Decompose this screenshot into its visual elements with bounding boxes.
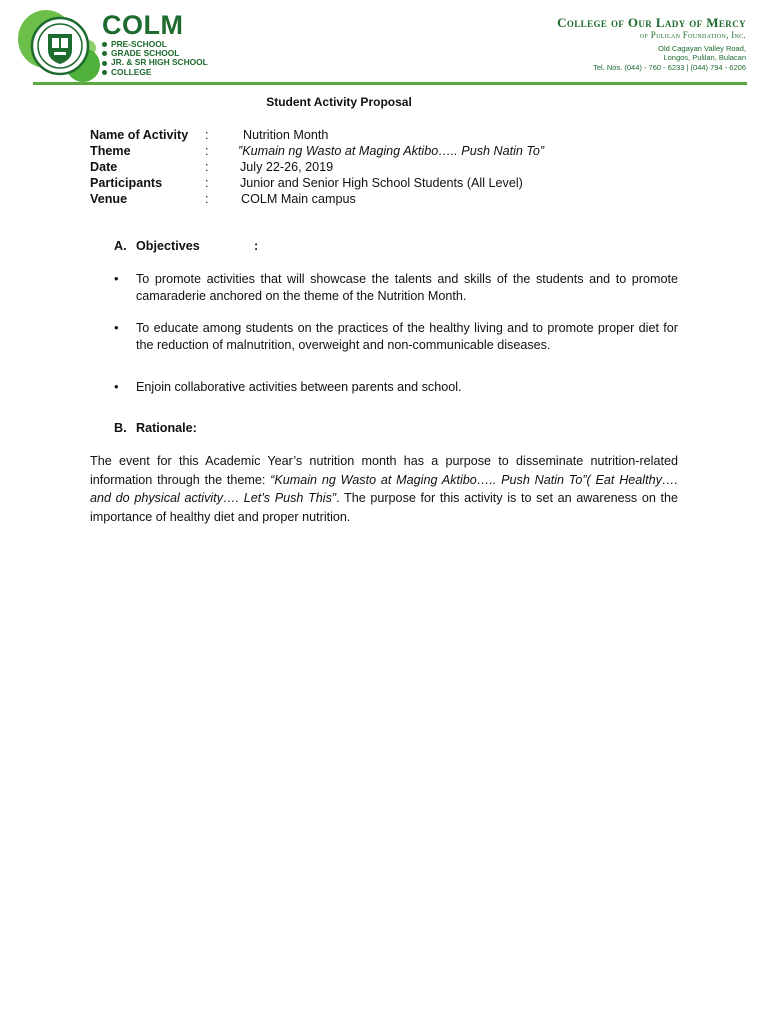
rationale-heading <box>114 421 197 435</box>
detail-value: COLM Main campus <box>241 192 356 206</box>
section-title: Objectives <box>136 239 200 253</box>
section-colon: : <box>254 239 259 253</box>
objective-text: Enjoin collaborative activities between parents and school. <box>136 380 462 394</box>
detail-row-activity <box>90 127 544 143</box>
detail-value: Junior and Senior High School Students (All Level) <box>240 176 523 190</box>
colm-logo <box>18 8 248 82</box>
activity-details <box>90 127 544 207</box>
bullet-icon: • <box>114 271 119 286</box>
document-title: Student Activity Proposal <box>266 95 412 109</box>
section-letter: B. <box>114 421 127 435</box>
institution-name: College of Our Lady of Mercy <box>557 15 746 30</box>
detail-value: Nutrition Month <box>243 128 329 142</box>
rationale-text: . The purpose for this activity is to set an awareness on the importance of healthy diet and proper nutrition. <box>90 491 678 524</box>
detail-colon: : <box>205 192 209 206</box>
detail-colon: : <box>205 176 209 190</box>
detail-colon: : <box>205 128 209 142</box>
detail-row-participants <box>90 175 544 191</box>
objectives-heading <box>114 239 258 253</box>
institution-subname: of Pulilan Foundation, Inc. <box>639 30 746 40</box>
bullet-dot-icon <box>102 61 107 66</box>
address-line: Longos, Pulilan, Bulacan <box>663 53 746 63</box>
detail-row-date <box>90 159 544 175</box>
school-levels-list <box>102 40 208 77</box>
objective-item <box>114 379 678 396</box>
bullet-icon: • <box>114 320 119 335</box>
bullet-dot-icon <box>102 42 107 47</box>
school-level-item: GRADE SCHOOL <box>102 49 208 58</box>
detail-label: Date <box>90 160 118 174</box>
rationale-text: The event for this Academic Year’s nutrition month has a purpose to disseminate nutrition-related information through the theme: <box>90 454 678 487</box>
detail-colon: : <box>205 144 209 158</box>
objective-item <box>114 320 678 353</box>
objective-text: To educate among students on the practices of the healthy living and to promote proper diet for the reduction of malnutrition, overweight and non-communicable diseases. <box>136 321 678 352</box>
header-divider <box>33 82 747 85</box>
objective-text: To promote activities that will showcase the talents and skills of the students and to promote camaraderie anchored on the theme of the Nutrition Month. <box>136 272 678 303</box>
logo-wordmark: COLM <box>102 10 184 40</box>
bullet-dot-icon <box>102 70 107 75</box>
section-title: Rationale: <box>136 421 197 435</box>
detail-value: July 22-26, 2019 <box>240 160 334 174</box>
detail-label: Theme <box>90 144 131 158</box>
detail-label: Name of Activity <box>90 128 189 142</box>
rationale-theme: “Kumain ng Wasto at Maging Aktibo….. Push Natin To”( Eat Healthy…. and do physical activity…. Let’s Push This” <box>90 472 678 505</box>
detail-label: Participants <box>90 176 163 190</box>
school-level-item: PRE-SCHOOL <box>102 40 208 49</box>
detail-colon: : <box>205 160 209 174</box>
detail-row-theme <box>90 143 544 159</box>
school-level-item: COLLEGE <box>102 68 208 77</box>
phone-line: Tel. Nos. (044) - 760 - 6233 | (044) 794 - 6206 <box>593 62 746 72</box>
section-letter: A. <box>114 239 127 253</box>
bullet-dot-icon <box>102 51 107 56</box>
detail-label: Venue <box>90 192 128 206</box>
objective-item <box>114 271 678 304</box>
detail-row-venue <box>90 191 544 207</box>
school-seal-icon <box>30 16 90 76</box>
address-line: Old Cagayan Valley Road, <box>658 44 746 53</box>
detail-value: ”Kumain ng Wasto at Maging Aktibo….. Push Natin To” <box>238 144 545 158</box>
rationale-paragraph <box>90 452 678 526</box>
bullet-icon: • <box>114 379 119 394</box>
institution-info <box>557 16 746 72</box>
school-level-item: JR. & SR HIGH SCHOOL <box>102 58 208 67</box>
